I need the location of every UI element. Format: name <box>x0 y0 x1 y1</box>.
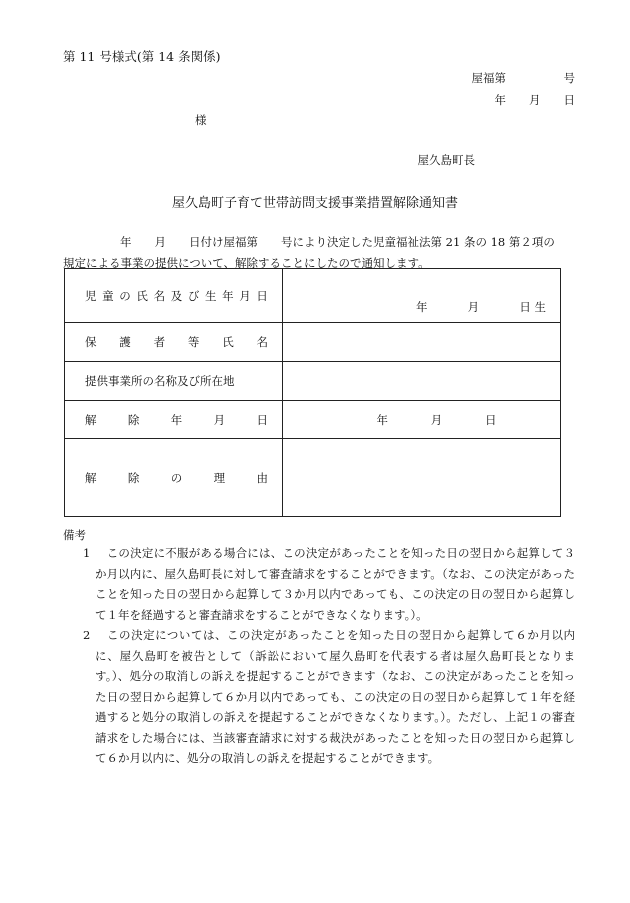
birth-day-label: 日 生 <box>519 300 546 314</box>
form-number: 第 11 号様式(第 14 条関係) <box>63 49 221 64</box>
cancellation-date-field <box>377 412 497 428</box>
document-number: 屋福第 号 <box>471 71 575 85</box>
table-row <box>65 269 561 323</box>
intro-line-2: 規定による事業の提供について、解除することにしたので通知します。 <box>63 256 430 270</box>
row-label-child <box>65 269 283 323</box>
notes-heading: 備考 <box>63 528 86 542</box>
value-provider-name-address[interactable] <box>283 362 561 401</box>
row-label-reason <box>65 439 283 517</box>
note-item-2 <box>83 625 575 769</box>
value-cancellation-reason[interactable] <box>283 439 561 517</box>
birth-year-label: 年 <box>416 300 428 314</box>
row-label-guardian <box>65 323 283 362</box>
table-row <box>65 439 561 517</box>
note-number: 1 <box>83 546 91 560</box>
note-item-1 <box>83 543 575 625</box>
label-child-name-birthdate: 児 童 の 氏 名 及 び 生 年 月 日 <box>85 288 268 303</box>
intro-line-1: 年 月 日付け屋福第 号により決定した児童福祉法第 21 条の 18 第２項の <box>120 235 555 249</box>
label-provider-name-address: 提供事業所の名称及び所在地 <box>85 374 235 388</box>
row-label-provider <box>65 362 283 401</box>
table-row <box>65 401 561 439</box>
table-row <box>65 323 561 362</box>
note-number: 2 <box>83 628 91 642</box>
cancel-month-label: 月 <box>430 412 443 427</box>
label-guardian-name: 保 護 者 等 氏 名 <box>85 335 268 349</box>
note-text: この決定については、この決定があったことを知った日の翌日から起算して６か月以内に、屋久島町を被告として（訴訟において屋久島町を代表する者は屋久島町長となります。）、処分の取消しの訴えを提起することができます（なお、この決定があったことを知った日の翌日から起算して６か月以内であっても、この決定の日の翌日から起算して１年を経過すると処分の取消しの訴えを提起することができなくなります。）。ただし、上記１の審査請求をした場合には、当該審査請求に対する裁決があったことを知った日の翌日から起算して６か月以内に、処分の取消しの訴えを提起することができます。 <box>95 628 575 765</box>
birthdate-field <box>416 299 546 315</box>
value-child-name-birthdate[interactable] <box>283 269 561 323</box>
document-date: 年 月 日 <box>494 93 575 107</box>
cancel-year-label: 年 <box>376 412 388 427</box>
cancel-day-label: 日 <box>485 412 497 427</box>
issuer: 屋久島町長 <box>417 153 475 167</box>
row-label-cancel-date <box>65 401 283 439</box>
label-cancellation-date: 解 除 年 月 日 <box>85 412 268 427</box>
notice-table <box>64 268 561 517</box>
table-row <box>65 362 561 401</box>
value-guardian-name[interactable] <box>283 323 561 362</box>
value-cancellation-date[interactable] <box>283 401 561 439</box>
label-cancellation-reason: 解 除 の 理 由 <box>85 470 268 485</box>
note-text: この決定に不服がある場合には、この決定があったことを知った日の翌日から起算して３か月以内に、屋久島町長に対して審査請求をすることができます。（なお、この決定があったことを知った日の翌日から起算して３か月以内であっても、この決定の日の翌日から起算して１年を経過すると審査請求をすることができなくなります。）。 <box>95 546 575 622</box>
document-title: 屋久島町子育て世帯訪問支援事業措置解除通知書 <box>171 196 458 211</box>
addressee: 様 <box>195 113 207 127</box>
birth-month-label: 月 <box>467 300 480 314</box>
